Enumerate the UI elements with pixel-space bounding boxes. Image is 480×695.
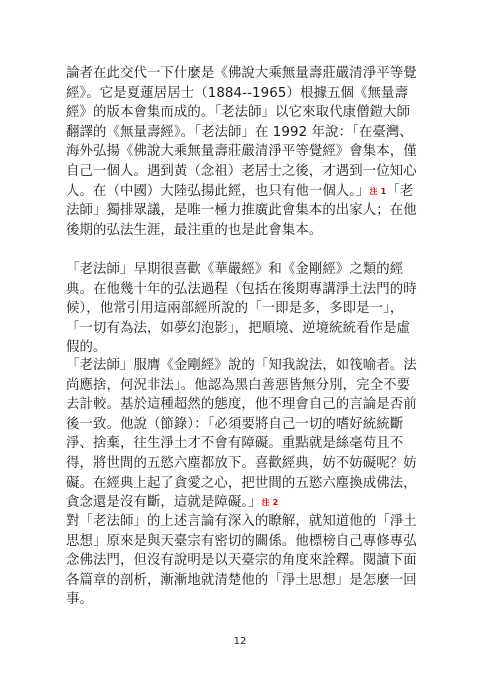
- paragraph-2: [66, 260, 422, 358]
- paragraph-1: [66, 64, 422, 240]
- text-span: 「老法師」服膺《金剛經》說的「知我說法，如筏喻者。法尚應捨，何況非法」。他認為黑白善惡皆無分別，完全不要去計較。基於這種超然的態度，他不理會自己的言論是否前後一致。他說（節錄）：「必須要將自己一切的嗜好統統斷淨、捨棄，往生淨土才不會有障礙。重點就是絲毫苟且不得，將世間的五慾六塵都放下。喜歡經典，妨不妨礙呢？妨礙。在經典上起了貪愛之心，把世間的五慾六塵換成佛法，貪念還是沒有斷，這就是障礙。」: [66, 358, 417, 511]
- paragraph-3: [66, 356, 422, 513]
- text-span: 「老法師」獨排眾議，是唯一極力推廣此會集本的出家人；在他後期的弘法生涯，最注重的也是此會集本。: [66, 183, 417, 238]
- footnote-marker-1[interactable]: 注 1: [369, 186, 387, 196]
- paragraph-4: [66, 512, 422, 610]
- text-span: 對「老法師」的上述言論有深入的瞭解，就知道他的「淨土思想」原來是與天臺宗有密切的關係。他標榜自己專修專弘念佛法門，但沒有說明是以天臺宗的角度來詮釋。閱讀下面各篇章的剖析，漸漸地就清楚他的「淨土思想」是怎麼一回事。: [66, 514, 417, 608]
- text-span: 「老法師」早期很喜歡《華嚴經》和《金剛經》之類的經典。在他幾十年的弘法過程（包括在後期專講淨土法門的時候），他常引用這兩部經所說的「一即是多，多即是一」，「一切有為法，如夢幻泡影」，把順境、逆境統統看作是虛假的。: [66, 262, 417, 356]
- text-span: 論者在此交代一下什麼是《佛說大乘無量壽莊嚴清淨平等覺經》。它是夏蓮居居士（1884--1965）根據五個《無量壽經》的版本會集而成的。「老法師」以它來取代康僧鎧大師翻譯的《無量壽經》。「老法師」在 1992 年說：「在臺灣、海外弘揚《佛說大乘無量壽莊嚴清淨平等覺經》會集本，僅自己一個人。遇到黃（念祖）老居士之後，才遇到一位知心人。在（中國）大陸弘揚此經，也只有他一個人。」: [66, 66, 417, 199]
- footnote-marker-2[interactable]: 注 2: [261, 498, 279, 508]
- page-number: 12: [233, 636, 247, 647]
